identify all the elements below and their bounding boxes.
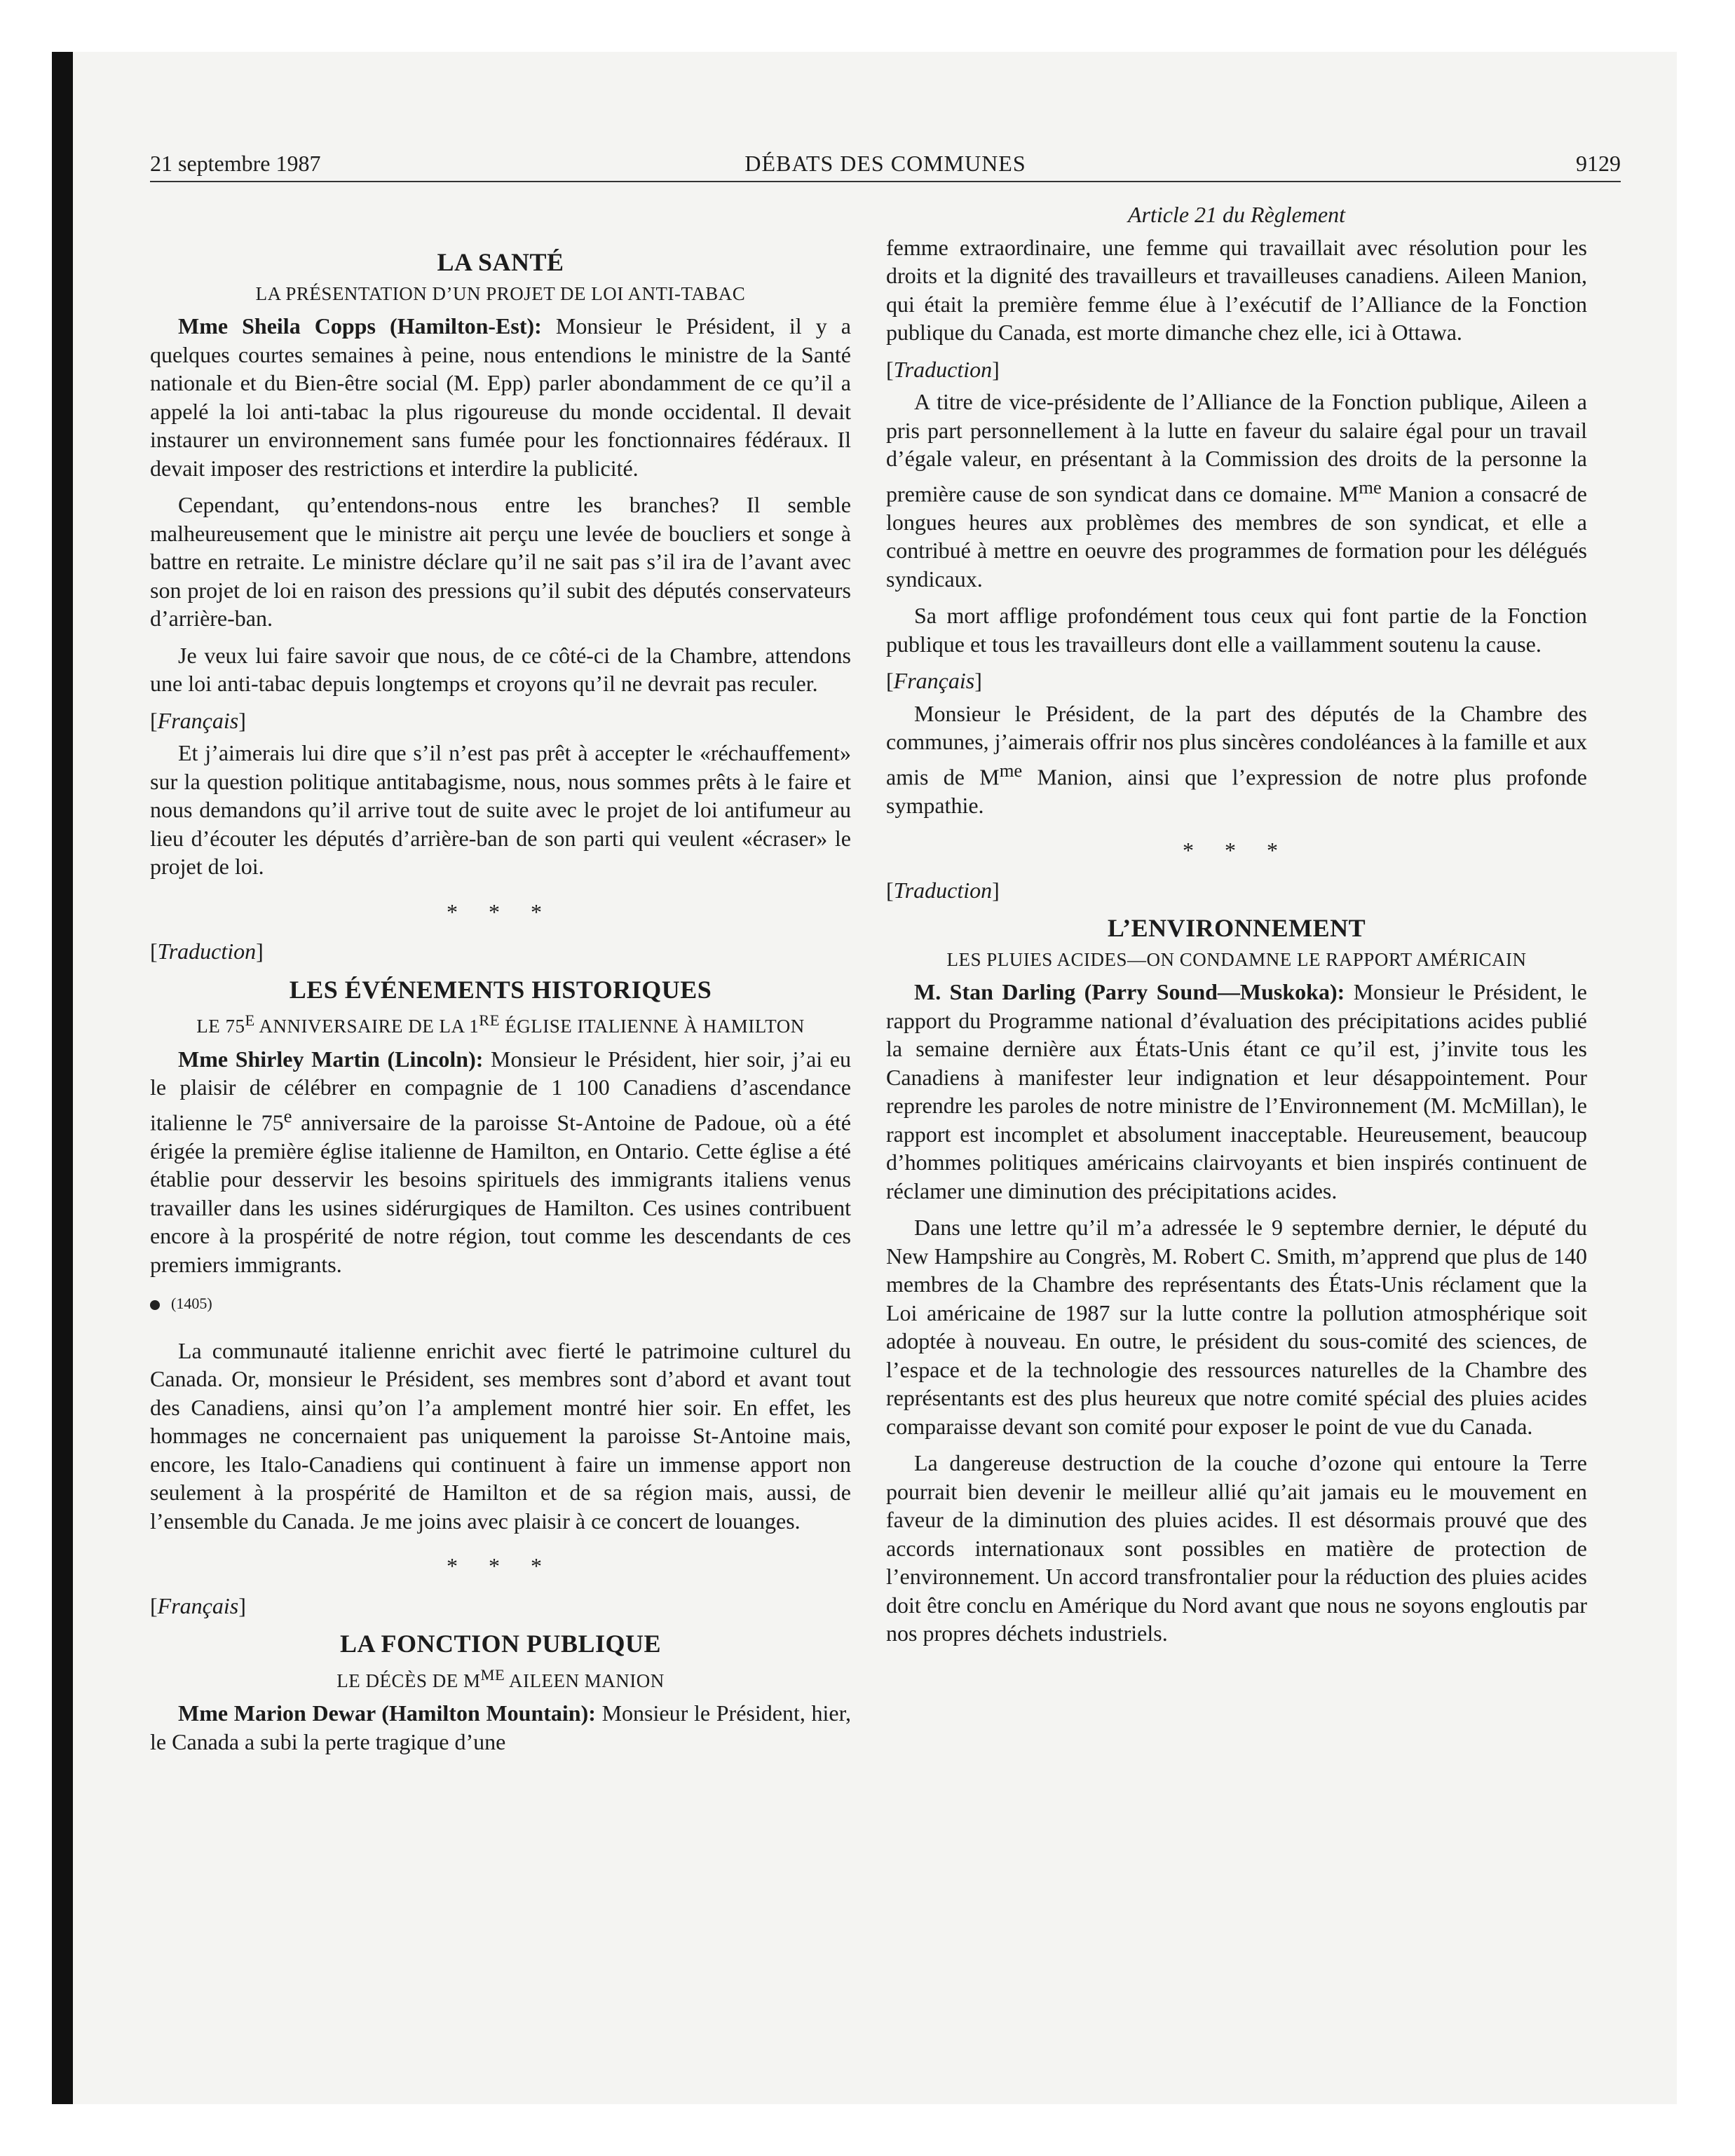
- header-date: 21 septembre 1987: [150, 151, 321, 176]
- language-note: [Traduction]: [150, 939, 264, 964]
- section-heading-sante: LA SANTÉ: [437, 248, 564, 276]
- speaker-name: Mme Marion Dewar (Hamilton Mountain):: [178, 1700, 596, 1726]
- section-heading-fonction: LA FONCTION PUBLIQUE: [339, 1630, 662, 1658]
- section-subheading-fonction: LE DÉCÈS DE $M^{ME}$ AILEEN MANION: [336, 1665, 665, 1691]
- binding-edge: [52, 52, 73, 2104]
- section-subheading-environnement: LES PLUIES ACIDES—ON CONDAMNE LE RAPPORT AMÉRICAIN: [946, 948, 1527, 970]
- section-separator: * * *: [447, 1553, 554, 1579]
- speaker-name: Mme Sheila Copps (Hamilton-Est):: [178, 313, 542, 339]
- speaker-name: M. Stan Darling (Parry Sound—Muskoka):: [914, 979, 1345, 1005]
- section-separator: * * *: [1183, 838, 1291, 864]
- paragraph: Cependant, qu’entendons-nous entre les branches? Il semble malheureusement que le ministre ait perçu une levée de boucliers et songe à battre en retraite. Le ministre déclare qu’il ne sait pas s’il ira de l’avant avec son projet de loi en raison des pressions qu’il subit des députés conservateurs d’arrière-ban.: [150, 492, 851, 631]
- section-heading-evenements: LES ÉVÉNEMENTS HISTORIQUES: [289, 975, 712, 1004]
- language-note: [Traduction]: [886, 356, 1000, 382]
- paragraph: Mme Sheila Copps (Hamilton-Est): Monsieur le Président, il y a quelques courtes semaines à peine, nous entendions le ministre de la Santé nationale et du Bien-être social (M. Epp) parler abondamment de ce qu’il a appelé la loi anti-tabac la plus rigoureuse du monde occidental. Il devait instaurer un environnement sans fumée pour les fonctionnaires fédéraux. Il devait imposer des restrictions et interdire la publicité.: [150, 313, 852, 481]
- paragraph: Mme Marion Dewar (Hamilton Mountain): Monsieur le Président, hier, le Canada a subi la perte tragique d’une: [150, 1700, 851, 1754]
- language-note: [Français]: [150, 707, 246, 733]
- scanned-page: [52, 52, 1677, 2104]
- paragraph: Sa mort afflige profondément tous ceux qui font partie de la Fonction publique et tous les travailleurs dont elle a vaillamment soutenu la cause.: [886, 603, 1587, 657]
- left-column: [150, 238, 851, 1764]
- article-reference: Article 21 du Règlement: [1127, 202, 1346, 227]
- paragraph: femme extraordinaire, une femme qui travaillait avec résolution pour les droits et la dignité des travailleurs et travailleuses canadiens. Aileen Manion, qui était la première femme élue à l’exécutif de l’Alliance de la Fonction publique du Canada, est morte dimanche chez elle, ici à Ottawa.: [886, 234, 1587, 345]
- header-page-number: 9129: [1576, 151, 1621, 176]
- section-separator: * * *: [447, 899, 554, 925]
- speaker-name: Mme Shirley Martin (Lincoln):: [178, 1046, 484, 1072]
- running-head: [150, 146, 1621, 182]
- paragraph: Dans une lettre qu’il m’a adressée le 9 septembre dernier, le député du New Hampshire au Congrès, M. Robert C. Smith, m’apprend que plus de 140 membres de la Chambre des représentants des États-Unis réclament que la Loi américaine de 1987 sur la lutte contre la pollution atmosphérique soit adoptée à nouveau. En outre, le président du sous-comité des sciences, de l’espace et de la technologie des ressources naturelles de la Chambre des représentants est des plus heureux que notre comité spécial des pluies acides comparaisse devant son comité pour exposer le point de vue du Canada.: [886, 1215, 1587, 1439]
- paragraph: Mme Shirley Martin (Lincoln): Monsieur le Président, hier soir, j’ai eu le plaisir de célébrer en compagnie de 1 100 Canadiens d’ascendance italienne le 75e anniversaire de la paroisse St-Antoine de Padoue, où a été érigée la première église italienne de Hamilton, en Ontario. Cette église a été établie pour desservir les besoins spirituels des immigrants italiens venus travailler dans les usines sidérurgiques de Hamilton. Ces usines contribuent encore à la prospérité de notre région, tout comme les descendants de ces premiers immigrants.: [150, 1046, 852, 1277]
- header-title: DÉBATS DES COMMUNES: [744, 151, 1026, 176]
- section-subheading-evenements: LE $75^E$ ANNIVERSAIRE DE LA 1RE ÉGLISE ITALIENNE À HAMILTON: [196, 1011, 805, 1037]
- paragraph: A titre de vice-présidente de l’Alliance de la Fonction publique, Aileen a pris part personnellement à la lutte en faveur du salaire égal pour un travail d’égale valeur, en présentant à la Commission des droits de la personne la première cause de son syndicat dans ce domaine. $M^{me}$ Manion a consacré de longues heures aux problèmes des membres de son syndicat, et elle a contribué à mettre en oeuvre des programmes de formation pour les délégués syndicaux.: [886, 389, 1588, 592]
- language-note: [Français]: [150, 1592, 246, 1618]
- paragraph: La dangereuse destruction de la couche d’ozone qui entoure la Terre pourrait bien devenir le meilleur allié qu’ait jamais eu le mouvement en faveur de la diminution des pluies acides. Il est désormais prouvé que des accords internationaux sont possibles en matière de protection de l’environnement. Un accord transfrontalier pour la réduction des pluies acides doit être conclu en Amérique du Nord avant que nous ne soyons engloutis par nos propres déchets industriels.: [886, 1450, 1587, 1646]
- language-note: [Français]: [886, 668, 982, 694]
- paragraph: Et j’aimerais lui dire que s’il n’est pas prêt à accepter le «réchauffement» sur la question politique antitabagisme, nous, nous sommes prêts à le faire et nous demandons qu’il arrive tout de suite avec le projet de loi antifumeur au lieu d’écouter les députés d’arrière-ban de son parti qui veulent «écraser» le projet de loi.: [150, 740, 851, 879]
- right-column: [886, 200, 1587, 1656]
- bullet-icon: [150, 1300, 160, 1310]
- paragraph: M. Stan Darling (Parry Sound—Muskoka): Monsieur le Président, le rapport du Programme national d’évaluation des précipitations acides publié la semaine dernière aux États-Unis étant ce qu’il est, j’invite tous les Canadiens à manifester leur indignation et leur désappointement. Pour reprendre les paroles de notre ministre de l’Environnement (M. McMillan), le rapport est incomplet et absolument inacceptable. Heureusement, beaucoup d’hommes politiques américains clairvoyants et bien inspirés continuent de réclamer une diminution des précipitations acides.: [886, 979, 1587, 1203]
- timestamp: (1405): [150, 1290, 851, 1318]
- paragraph: La communauté italienne enrichit avec fierté le patrimoine culturel du Canada. Or, monsieur le Président, ses membres sont d’abord et avant tout des Canadiens, ainsi qu’on l’a amplement montré hier soir. En effet, les hommages ne concernaient pas uniquement la paroisse St-Antoine mais, encore, les Italo-Canadiens qui continuent à faire un immense apport non seulement à la prospérité de Hamilton et de sa région mais, aussi, de l’ensemble du Canada. Je me joins avec plaisir à ce concert de louanges.: [150, 1337, 851, 1534]
- paragraph: Je veux lui faire savoir que nous, de ce côté-ci de la Chambre, attendons une loi anti-tabac depuis longtemps et croyons qu’il ne devrait pas reculer.: [150, 642, 851, 696]
- paragraph: Monsieur le Président, de la part des députés de la Chambre des communes, j’aimerais offrir nos plus sincères condoléances à la famille et aux amis de $M^{me}$ Manion, ainsi que l’expression de notre plus profonde sympathie.: [886, 700, 1588, 818]
- language-note: [Traduction]: [886, 877, 1000, 903]
- section-heading-environnement: L’ENVIRONNEMENT: [1107, 914, 1366, 943]
- section-subheading-sante: LA PRÉSENTATION D’UN PROJET DE LOI ANTI-TABAC: [255, 282, 746, 304]
